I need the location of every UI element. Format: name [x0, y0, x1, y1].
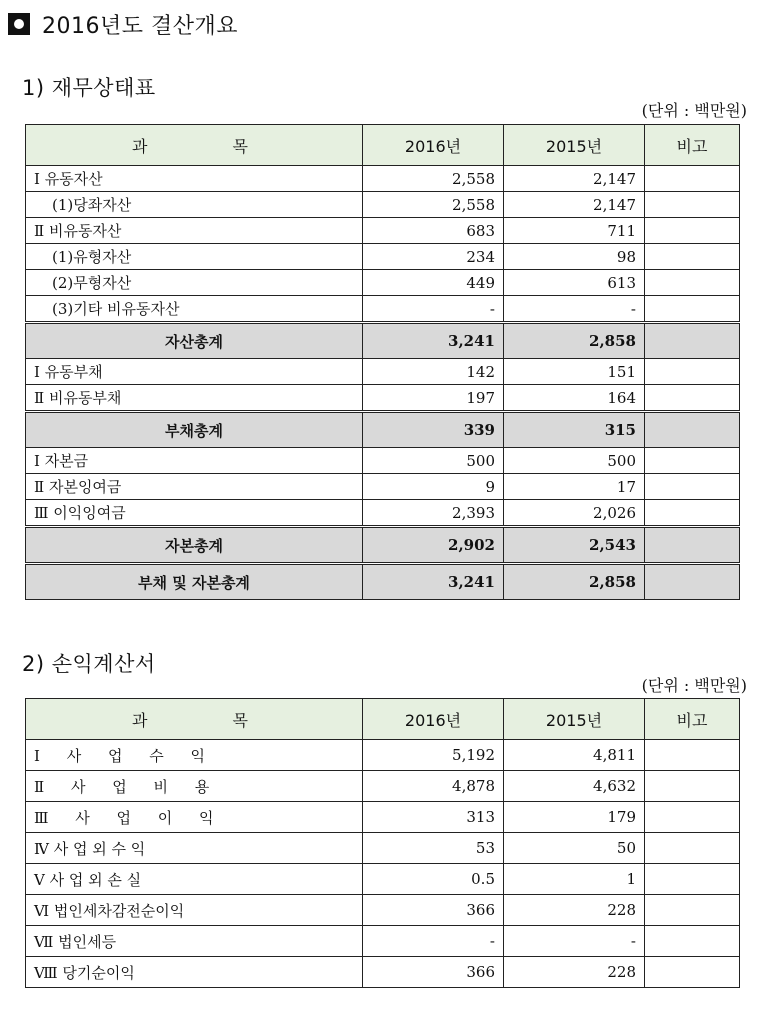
- header-item: 과 목: [26, 699, 363, 740]
- value-2015: 4,632: [504, 771, 645, 802]
- row-label: Ⅵ 법인세차감전순이익: [26, 895, 363, 926]
- value-2015: 17: [504, 474, 645, 500]
- row-label: (2)무형자산: [26, 270, 363, 296]
- row-label: Ⅱ 사 업 비 용: [26, 771, 363, 802]
- note-cell: [645, 564, 740, 600]
- value-2015: 98: [504, 244, 645, 270]
- header-2016: 2016년: [363, 125, 504, 166]
- row-label: Ⅰ 유동자산: [26, 166, 363, 192]
- value-2015: 50: [504, 833, 645, 864]
- note-cell: [645, 296, 740, 323]
- note-cell: [645, 926, 740, 957]
- header-item: 과 목: [26, 125, 363, 166]
- value-2015: 228: [504, 957, 645, 988]
- row-label: 자산총계: [26, 323, 363, 359]
- section1-heading: 1) 재무상태표: [22, 76, 156, 100]
- table-row: [26, 323, 740, 359]
- table-row: [26, 895, 740, 926]
- table-row: [26, 218, 740, 244]
- value-2016: 2,558: [363, 166, 504, 192]
- value-2015: 2,858: [504, 564, 645, 600]
- value-2016: 0.5: [363, 864, 504, 895]
- document-title: [8, 8, 238, 40]
- value-2015: 228: [504, 895, 645, 926]
- value-2016: 142: [363, 359, 504, 385]
- value-2016: 9: [363, 474, 504, 500]
- header-note: 비고: [645, 125, 740, 166]
- page-title: 2016년도 결산개요: [42, 13, 238, 39]
- note-cell: [645, 895, 740, 926]
- note-cell: [645, 957, 740, 988]
- value-2015: 1: [504, 864, 645, 895]
- note-cell: [645, 527, 740, 564]
- row-label: Ⅱ 비유동자산: [26, 218, 363, 244]
- balance-sheet-table: [25, 124, 740, 600]
- row-label: Ⅳ 사 업 외 수 익: [26, 833, 363, 864]
- value-2016: 366: [363, 895, 504, 926]
- header-2015: 2015년: [504, 699, 645, 740]
- value-2016: 339: [363, 412, 504, 448]
- table-row: [26, 166, 740, 192]
- value-2015: 2,147: [504, 166, 645, 192]
- value-2015: 2,026: [504, 500, 645, 527]
- note-cell: [645, 218, 740, 244]
- note-cell: [645, 323, 740, 359]
- section2-heading: 2) 손익계산서: [22, 652, 156, 676]
- row-label: (1)당좌자산: [26, 192, 363, 218]
- table-row: [26, 474, 740, 500]
- note-cell: [645, 166, 740, 192]
- note-cell: [645, 359, 740, 385]
- value-2016: 2,393: [363, 500, 504, 527]
- table-row: [26, 448, 740, 474]
- value-2015: 500: [504, 448, 645, 474]
- note-cell: [645, 244, 740, 270]
- row-label: 자본총계: [26, 527, 363, 564]
- row-label: 부채총계: [26, 412, 363, 448]
- note-cell: [645, 864, 740, 895]
- value-2016: 3,241: [363, 564, 504, 600]
- table-row: [26, 359, 740, 385]
- table-row: [26, 771, 740, 802]
- note-cell: [645, 474, 740, 500]
- row-label: Ⅷ 당기순이익: [26, 957, 363, 988]
- row-label: Ⅰ 유동부채: [26, 359, 363, 385]
- value-2015: 179: [504, 802, 645, 833]
- row-label: Ⅶ 법인세등: [26, 926, 363, 957]
- value-2015: 151: [504, 359, 645, 385]
- row-label: (1)유형자산: [26, 244, 363, 270]
- value-2016: 5,192: [363, 740, 504, 771]
- row-label: Ⅰ 사 업 수 익: [26, 740, 363, 771]
- value-2015: -: [504, 926, 645, 957]
- note-cell: [645, 802, 740, 833]
- row-label: Ⅴ 사 업 외 손 실: [26, 864, 363, 895]
- table-row: [26, 527, 740, 564]
- value-2015: -: [504, 296, 645, 323]
- value-2016: 53: [363, 833, 504, 864]
- table-row: [26, 412, 740, 448]
- note-cell: [645, 270, 740, 296]
- note-cell: [645, 192, 740, 218]
- header-2016: 2016년: [363, 699, 504, 740]
- row-label: Ⅱ 비유동부채: [26, 385, 363, 412]
- table-row: [26, 500, 740, 527]
- table-row: [26, 864, 740, 895]
- note-cell: [645, 500, 740, 527]
- value-2015: 613: [504, 270, 645, 296]
- row-label: 부채 및 자본총계: [26, 564, 363, 600]
- value-2016: 197: [363, 385, 504, 412]
- value-2016: 683: [363, 218, 504, 244]
- value-2015: 711: [504, 218, 645, 244]
- section1-unit: (단위 : 백만원): [641, 101, 747, 120]
- header-note: 비고: [645, 699, 740, 740]
- value-2016: 449: [363, 270, 504, 296]
- value-2016: 500: [363, 448, 504, 474]
- note-cell: [645, 412, 740, 448]
- value-2016: -: [363, 926, 504, 957]
- note-cell: [645, 771, 740, 802]
- note-cell: [645, 385, 740, 412]
- table-row: [26, 564, 740, 600]
- bullet-icon: [8, 13, 30, 35]
- note-cell: [645, 740, 740, 771]
- value-2015: 2,543: [504, 527, 645, 564]
- row-label: Ⅲ 사 업 이 익: [26, 802, 363, 833]
- table-row: [26, 833, 740, 864]
- value-2016: 3,241: [363, 323, 504, 359]
- table-row: [26, 192, 740, 218]
- table-row: [26, 385, 740, 412]
- table-row: [26, 244, 740, 270]
- table-row: [26, 270, 740, 296]
- value-2016: -: [363, 296, 504, 323]
- value-2016: 2,558: [363, 192, 504, 218]
- table-row: [26, 957, 740, 988]
- table-row: [26, 926, 740, 957]
- value-2015: 164: [504, 385, 645, 412]
- row-label: Ⅰ 자본금: [26, 448, 363, 474]
- section2-unit: (단위 : 백만원): [641, 676, 747, 695]
- header-2015: 2015년: [504, 125, 645, 166]
- value-2016: 234: [363, 244, 504, 270]
- table-row: [26, 296, 740, 323]
- note-cell: [645, 448, 740, 474]
- row-label: (3)기타 비유동자산: [26, 296, 363, 323]
- value-2016: 4,878: [363, 771, 504, 802]
- note-cell: [645, 833, 740, 864]
- row-label: Ⅱ 자본잉여금: [26, 474, 363, 500]
- value-2015: 2,858: [504, 323, 645, 359]
- value-2015: 4,811: [504, 740, 645, 771]
- value-2015: 2,147: [504, 192, 645, 218]
- income-statement-table: [25, 698, 740, 988]
- table-row: [26, 802, 740, 833]
- row-label: Ⅲ 이익잉여금: [26, 500, 363, 527]
- value-2016: 2,902: [363, 527, 504, 564]
- value-2016: 366: [363, 957, 504, 988]
- table-row: [26, 740, 740, 771]
- value-2016: 313: [363, 802, 504, 833]
- value-2015: 315: [504, 412, 645, 448]
